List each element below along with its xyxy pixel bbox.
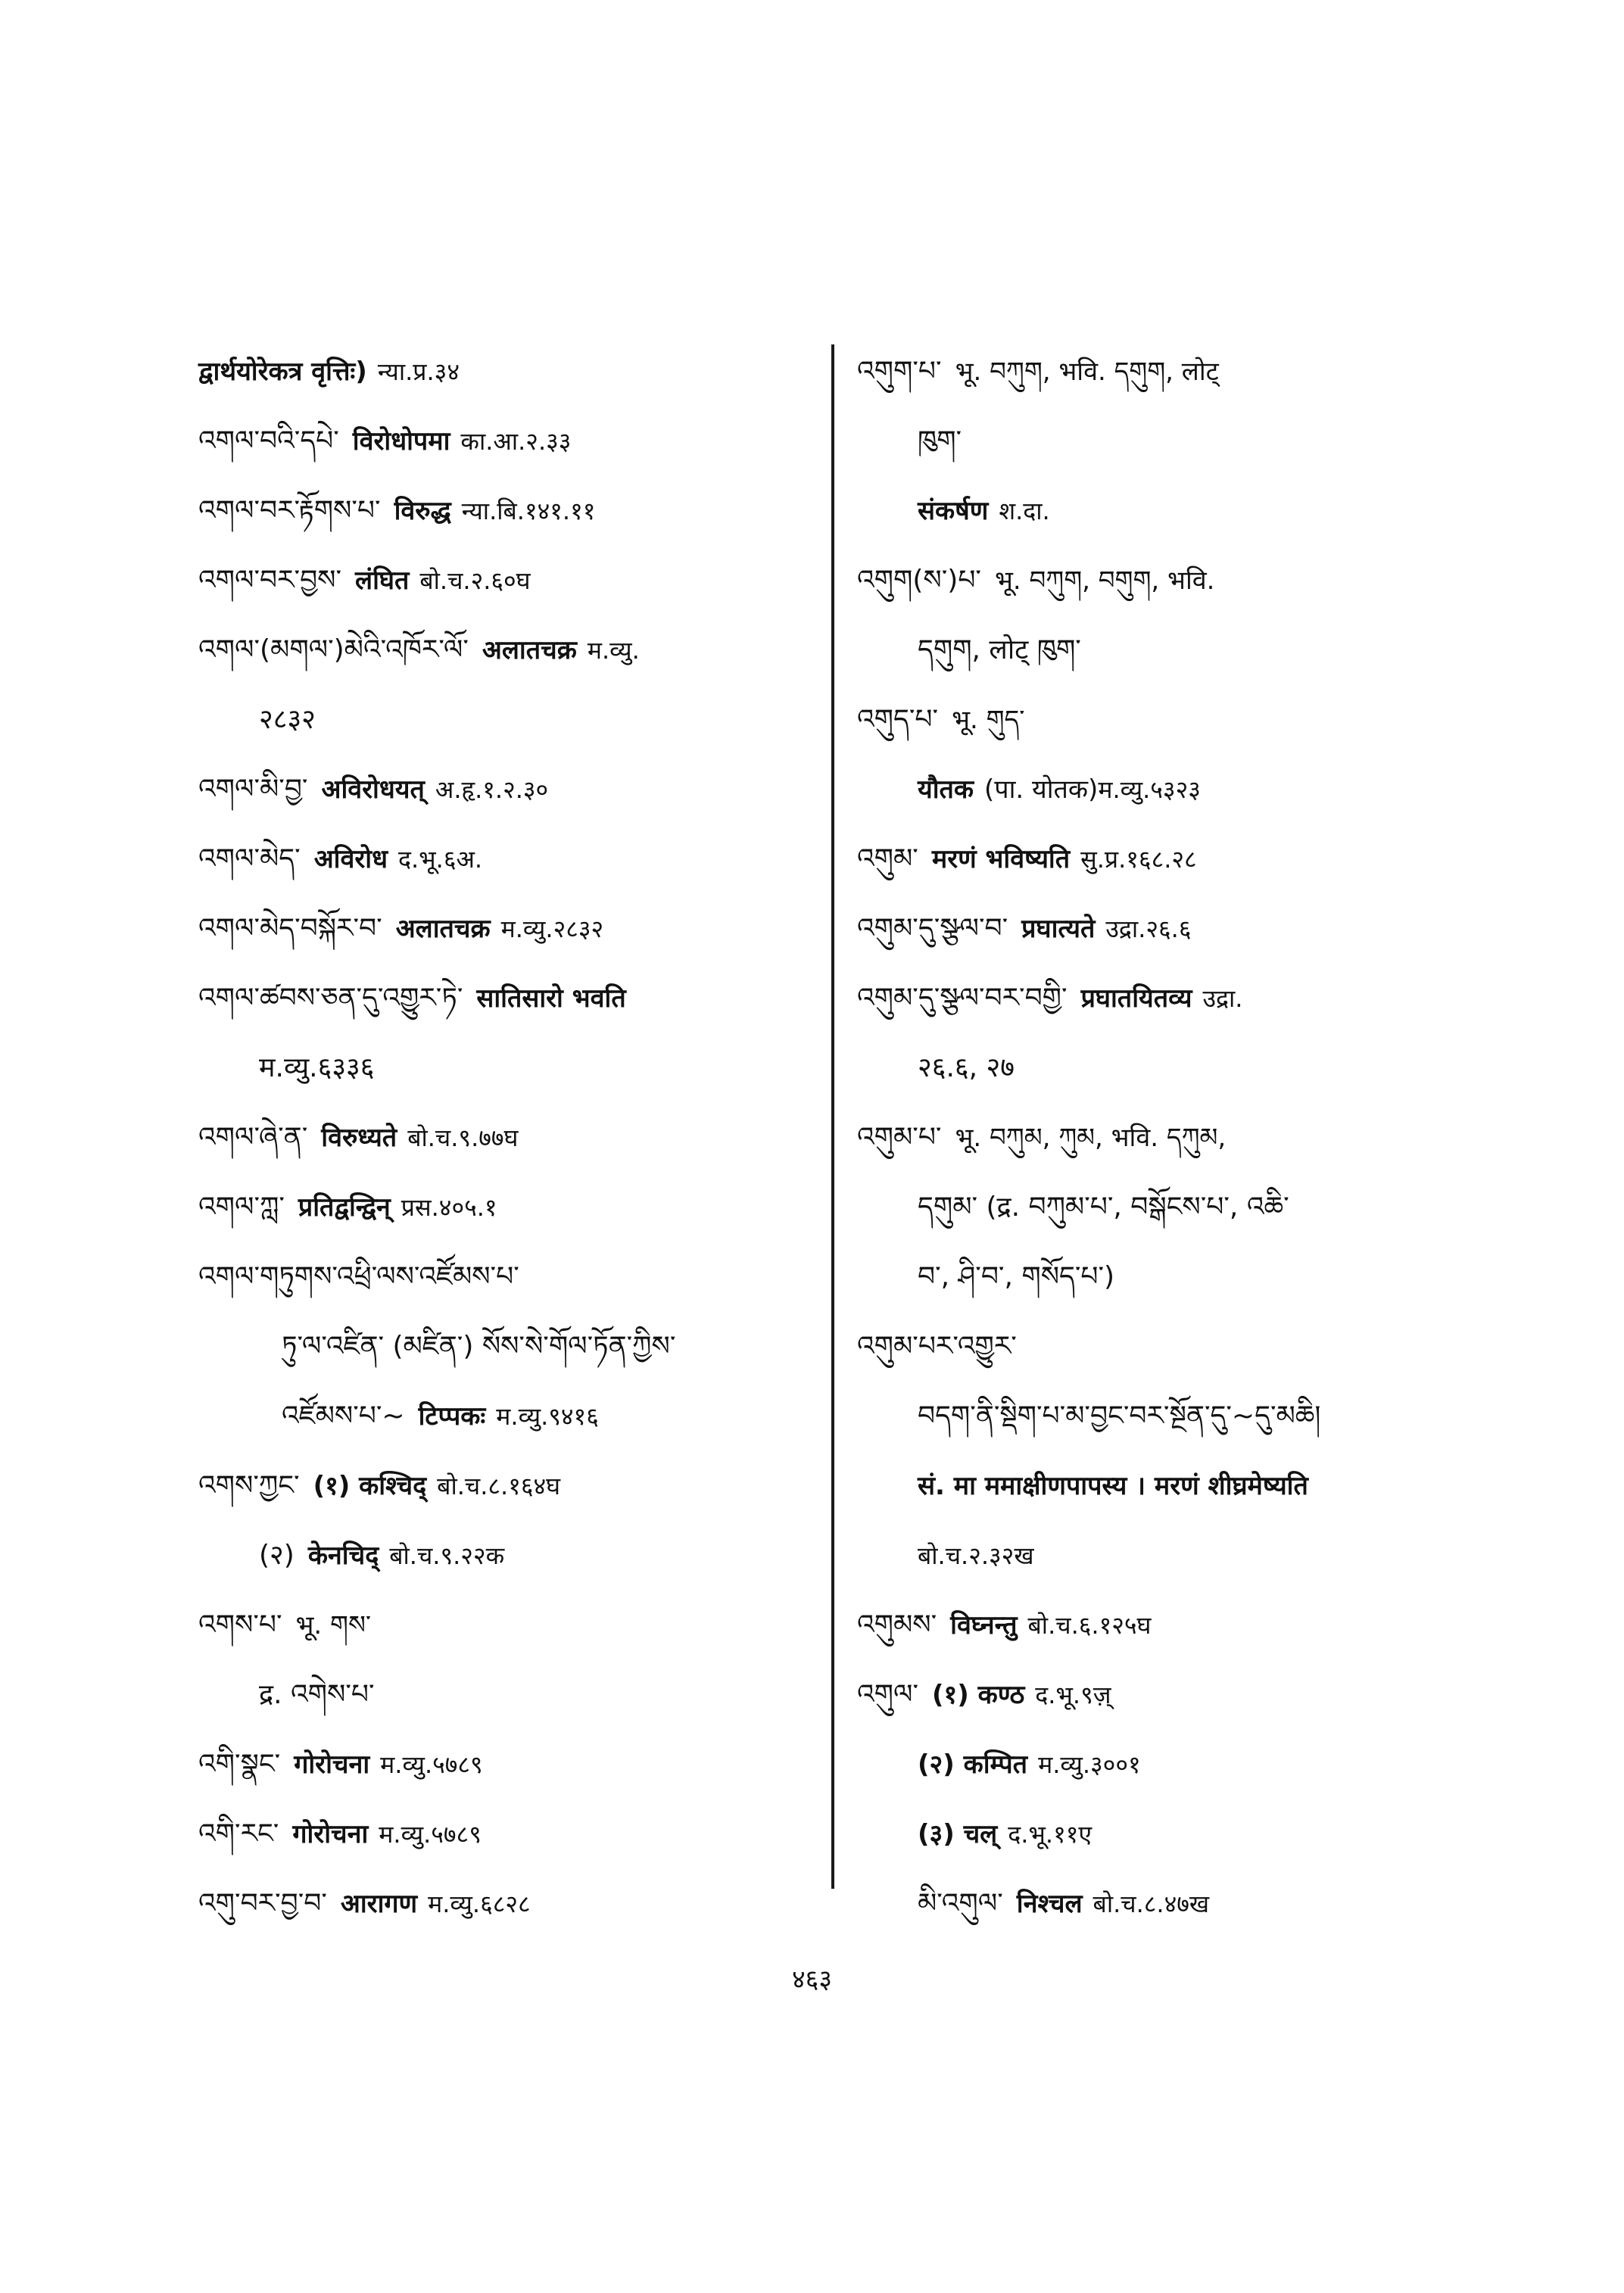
sanskrit-equivalent: अलातचक्र [395,914,491,944]
source-reference: बो.च.२.३२ख [918,1541,1034,1570]
dictionary-line [198,1382,819,1451]
source-reference: बो.च.९.७७घ [407,1123,519,1152]
dictionary-line [198,1103,819,1173]
sanskrit-equivalent: मरणं भविष्यति [931,844,1071,874]
tibetan-headword: འགུམ་པ་ [857,1122,942,1153]
tibetan-headword: འགི་རང་ [198,1818,279,1849]
sanskrit-equivalent: लंघित [355,565,410,596]
continuation-text: མི་འགུལ་ [918,1888,1003,1919]
sanskrit-equivalent: निश्चल [1016,1889,1083,1919]
sanskrit-equivalent: (१) कश्चिद् [313,1471,427,1501]
continuation-text: འཛོམས་པ་~ [282,1400,405,1432]
dictionary-line [857,1173,1508,1242]
continuation-text: (२) [259,1540,295,1571]
tibetan-headword: འགལ་བར་རྟོགས་པ་ [198,495,381,526]
tibetan-headword: འགུམ་དུ་སྩལ་བར་བགྱི་ [857,983,1068,1014]
source-reference: का.आ.२.३३ [460,427,572,456]
sanskrit-equivalent: केनचिद् [307,1541,379,1571]
dictionary-line [857,1521,1508,1590]
source-reference: बो.च.६.१२५घ [1027,1611,1152,1640]
dictionary-line [198,1660,819,1730]
dictionary-line [857,1312,1508,1382]
dictionary-line [198,964,819,1033]
sanskrit-equivalent: विघ्नन्तु [950,1610,1018,1640]
tibetan-headword: འགལ་མེད་བསྐོར་བ་ [198,913,382,944]
dictionary-line [198,1730,819,1799]
source-reference: म.व्यु.६८२८ [428,1890,531,1918]
tibetan-headword: འགས་ཀྱང་ [198,1470,300,1501]
continuation-text: བདག་ནི་སྡིག་པ་མ་བྱང་བར་སྔོན་དུ་~དུ་མཆི། [918,1400,1321,1432]
continuation-text: २८३२ [259,704,316,735]
sanskrit-equivalent: द्वार्थयोरेकत्र वृत्तिः) [198,357,367,387]
dictionary-line [198,1521,819,1590]
dictionary-line [857,894,1508,964]
grammar-note: (पा. योतक) [984,774,1099,805]
sanskrit-equivalent: प्रघातयितव्य [1080,983,1192,1014]
grammar-note: भू. གུད་ [952,705,1025,735]
source-reference: द.भू.११ए [1008,1820,1093,1849]
tibetan-headword: འགུམ་པར་འགྱུར་ [857,1331,1017,1362]
dictionary-line [198,1451,819,1521]
source-reference: सु.प्र.१६८.२८ [1080,845,1197,874]
source-reference: न्या.प्र.३४ [377,357,460,386]
dictionary-line [198,476,819,546]
sanskrit-equivalent: सातिसारो भवति [476,983,626,1014]
grammar-note: भू. གས་ [295,1610,372,1640]
source-reference: प्रस.४०५.१ [401,1193,497,1222]
continuation-text: २६.६, २७ [918,1052,1015,1083]
source-reference: म.व्यु. [587,636,640,665]
tibetan-headword: འགུམ་དུ་སྩལ་བ་ [857,913,1008,944]
dictionary-line [857,964,1508,1033]
tibetan-headword: འགལ་མི་བྱ་ [198,774,308,805]
source-reference: उद्रा. [1202,984,1243,1013]
dictionary-line [857,1103,1508,1173]
source-reference: उद्रा.२६.६ [1105,914,1192,943]
continuation-text: द्र. འགེས་པ་ [259,1679,375,1710]
sanskrit-equivalent: विरुद्ध [394,496,451,526]
dictionary-line [198,1799,819,1869]
dictionary-line [198,546,819,615]
dictionary-line [857,1730,1508,1799]
source-reference: श.दा. [999,497,1050,525]
dictionary-line [857,1869,1508,1939]
continuation-text: ཏུ་ལ་འཛིན་ (མཛིན་) སོས་སེ་གོལ་ཏོན་ཀྱིས་ [282,1331,676,1362]
sanskrit-equivalent: गोरोचना [292,1819,369,1849]
dictionary-line [857,337,1508,407]
sanskrit-equivalent: यौतक [918,774,974,805]
sanskrit-equivalent: (३) चल् [918,1819,998,1849]
dictionary-line [198,337,819,407]
dictionary-line [857,1451,1508,1521]
dictionary-line [198,1033,819,1103]
tibetan-headword: འགུམ་ [857,843,918,874]
source-reference: द.भू.६अ. [398,845,483,874]
continuation-text: བ་, ཤི་བ་, གསོད་པ་) [918,1261,1115,1292]
dictionary-line [198,894,819,964]
sanskrit-equivalent: विरोधोपमा [352,426,450,456]
tibetan-headword: འགལ་(མགལ་)མེའི་འཁོར་ལོ་ [198,634,469,665]
continuation-text: ཁུག་ [918,425,962,456]
dictionary-line [857,546,1508,615]
sanskrit-equivalent: गोरोचना [294,1749,370,1780]
tibetan-headword: འགུག་པ་ [857,356,942,387]
dictionary-line [857,615,1508,685]
source-reference: म.व्यु.९४१६ [496,1402,599,1431]
tibetan-headword: འགལ་གཏུགས་འཕྲི་ལས་འཛོམས་པ་ [198,1261,519,1292]
sanskrit-equivalent: संकर्षण [918,496,989,526]
sanskrit-equivalent: प्रघात्यते [1021,914,1096,944]
dictionary-line [198,685,819,755]
source-reference: म.व्यु.२८३२ [500,914,604,943]
sanskrit-equivalent: सं. मा ममाक्षीणपापस्य । मरणं शीघ्रमेष्यति [918,1471,1308,1501]
tibetan-headword: འགུམས་ [857,1609,937,1640]
dictionary-line [857,1590,1508,1660]
source-reference: म.व्यु.३००१ [1038,1750,1141,1779]
dictionary-line [857,685,1508,755]
continuation-text: དགུག, लोट् ཁུག་ [918,634,1081,665]
sanskrit-equivalent: विरुध्यते [321,1123,397,1153]
dictionary-line [198,407,819,476]
grammar-note: भू. བཀུག, भवि. དགུག, लोट् [955,357,1219,387]
tibetan-headword: འགུ་བར་བྱ་བ་ [198,1888,327,1919]
tibetan-headword: འགལ་ཚབས་ཅན་དུ་འགྱུར་ཏེ་ [198,983,463,1014]
sanskrit-equivalent: आरागण [340,1889,418,1919]
source-reference: न्या.बि.१४१.११ [461,497,596,525]
dictionary-line [857,1799,1508,1869]
tibetan-headword: འགུད་པ་ [857,704,939,735]
source-reference: म.व्यु.५७८९ [380,1750,483,1779]
source-reference: बो.च.८.१६४घ [437,1472,561,1500]
source-reference: बो.च.९.२२क [389,1541,505,1570]
dictionary-line [198,755,819,824]
tibetan-headword: འགལ་ཀླ་ [198,1192,285,1223]
tibetan-headword: འགལ་བར་བྱས་ [198,565,342,596]
grammar-note: भू. བཀུག, བགུག, भवि. [994,565,1215,596]
sanskrit-equivalent: (२) कम्पित [918,1749,1028,1780]
dictionary-line [857,1660,1508,1730]
dictionary-line [198,615,819,685]
sanskrit-equivalent: अविरोधयत् [321,774,425,805]
page-number: ४६३ [791,1964,833,1995]
dictionary-line [198,1312,819,1382]
dictionary-line [198,1590,819,1660]
grammar-note: भू. བཀུམ, ཀུམ, भवि. དཀུམ, [955,1123,1227,1153]
column-divider [831,344,834,1889]
sanskrit-equivalent: अविरोध [313,844,388,874]
dictionary-line [857,1382,1508,1451]
dictionary-line [857,1242,1508,1312]
source-reference: बो.च.२.६०घ [419,566,531,595]
sanskrit-equivalent: प्रतिद्वन्द्विन् [298,1192,391,1223]
sanskrit-equivalent: (१) कण्ठ [932,1680,1025,1710]
continuation-text: དགུམ་ (द्र. བཀུམ་པ་, བསྒོངས་པ་, འཆི་ [918,1192,1289,1223]
dictionary-line [857,407,1508,476]
source-reference: अ.हृ.१.२.३० [435,775,549,804]
left-column [198,337,819,1939]
dictionary-line [198,1242,819,1312]
source-reference: म.व्यु.५३२३ [1098,775,1201,804]
dictionary-line [857,1033,1508,1103]
source-reference: बो.च.८.४७ख [1093,1890,1210,1918]
tibetan-headword: འགུག(ས་)པ་ [857,565,981,596]
continuation-text: म.व्यु.६३३६ [259,1052,375,1083]
dictionary-line [857,824,1508,894]
source-reference: म.व्यु.५७८९ [379,1820,482,1849]
tibetan-headword: འགི་སྣང་ [198,1749,281,1780]
tibetan-headword: འགུལ་ [857,1679,919,1710]
sanskrit-equivalent: अलातचक्र [482,635,577,665]
dictionary-line [857,755,1508,824]
tibetan-headword: འགལ་ཞེ་ན་ [198,1122,308,1153]
tibetan-headword: འགལ་མེད་ [198,843,301,874]
sanskrit-equivalent: टिप्पकः [418,1401,486,1432]
dictionary-line [857,476,1508,546]
tibetan-headword: འགལ་བའི་དཔེ་ [198,425,339,456]
dictionary-line [198,1173,819,1242]
tibetan-headword: འགས་པ་ [198,1609,282,1640]
dictionary-line [198,1869,819,1939]
dictionary-line [198,824,819,894]
source-reference: द.भू.९ज़् [1035,1681,1111,1709]
right-column [857,337,1508,1939]
